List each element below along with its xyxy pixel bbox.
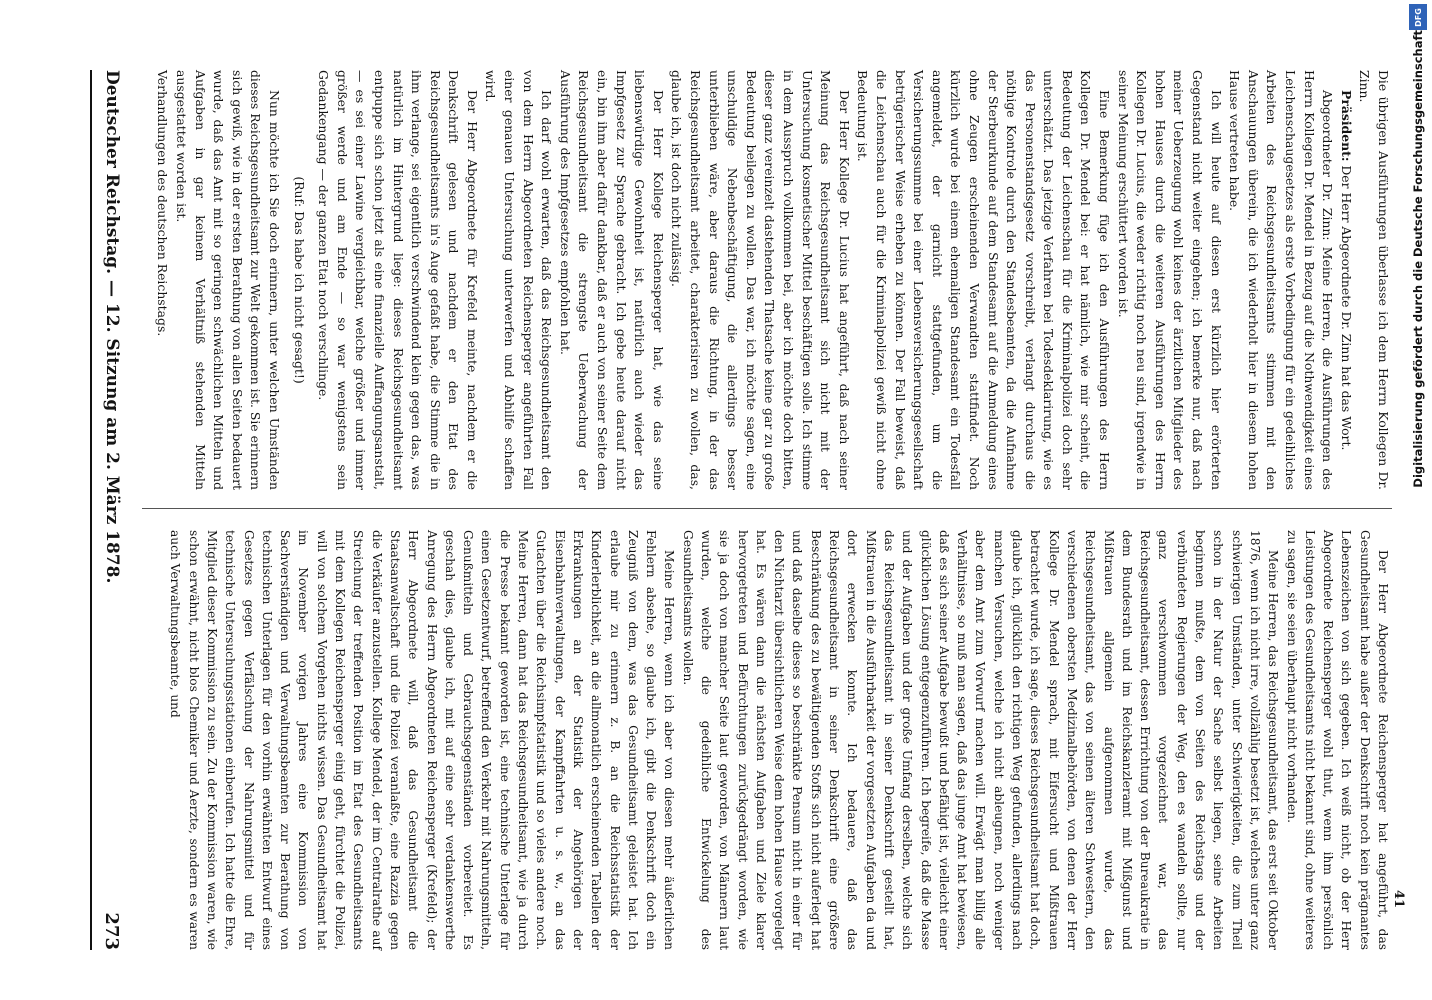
paragraph-text: Ich darf wohl erwarten, daß das Reichsgesundheitsamt den von dem Herrn Abgeordneten Reichensperger angeführten Fall einer genauen Untersuchung unterwerfen und Abhilfe schaffen wird.	[483, 70, 555, 490]
running-head: Deutscher Reichstag. — 12. Sitzung am 2. März 1878.	[102, 70, 122, 584]
paragraph	[1282, 530, 1392, 950]
digitization-credit-strip	[1404, 0, 1432, 1000]
paragraph-text: (Ruf: Das habe ich nicht gesagt!)	[291, 176, 307, 384]
paragraph-text: Die übrigen Ausführungen überlasse ich dem Herrn Kollegen Dr. Zinn.	[1357, 70, 1391, 490]
paragraph-text: Ich will heute auf diesen erst kürzlich hier erörterten Gegenstand nicht weiter eingehen; ich bemerke nur, daß nach meiner Ueberzeugung wohl keines der ärztlichen Mitglieder des hohen Hauses durch die weiteren Ausführungen des Herrn Kollegen Dr. Lucius, die weder richtig noch neu sind, irgendwie in seiner Meinung erschüttert worden ist.	[1115, 70, 1224, 490]
paragraph-text: Eine Bemerkung füge ich den Ausführungen des Herrn Kollegen Dr. Mendel bei: er hat nämlich, wie mir scheint, die Bedeutung der Leichenschau für die Kriminalpolizei doch sehr unterschätzt. Das jetzige Verfahren bei Todesdeklarirung, wie es das Personenstandsgesetz vorschreibt, verlangt durchaus die nöthige Kontrole durch den Standesbeamten, da die Aufnahme der Sterbeurkunde auf dem Standesamt auf die Anmeldung eines ohne Zeugen erscheinenden Verwandten stattfindet. Noch kürzlich wurde bei einem ehemaligen Standesamt ein Todesfall angemeldet, der garnicht stattgefunden, um die Versicherungssumme bei einer Lebensversicherungsgesellschaft betrügerischer Weise erheben zu können. Der Fall beweist, daß die Leichenschau auch für die Kriminalpolizei gewiß nicht ohne Bedeutung ist.	[855, 70, 1113, 490]
left-text-column	[142, 70, 1392, 490]
paragraph	[853, 70, 1113, 490]
paragraph-text: Nun möchte ich Sie doch erinnern, unter welchen Umständen dieses Reichsgesundheitsamt zur Welt gekommen ist. Sie erinnern sich gewiß, wie in der ersten Berathung von allen Seiten bedauert wurde, daß das Amt mit so geringen schwächlichen Mitteln und Aufgaben in gar keinem Verhältniß stehenden Mitteln ausgestattet worden ist.	[174, 70, 282, 490]
speaker-label: Präsident:	[1338, 90, 1354, 162]
paragraph	[481, 70, 555, 490]
page-number: 273	[101, 912, 123, 950]
paragraph-text: Der Herr Kollege Dr. Lucius hat angeführt, daß nach seiner Meinung das Reichsgesundheitsamt sich nicht mit der Untersuchung kosmetischer Mittel beschäftigen solle. Ich stimme in dem Ausspruch vollkommen bei, aber ich möchte doch bitten, dieser ganz vereinzelt dastehenden Thatsache keine gar zu große Bedeutung beilegen zu wollen. Das war, ich möchte sagen, eine unschuldige Nebenbeschäftigung, die allerdings besser unterblieben wäre, aber daraus die Richtung, in der das Reichsgesundheitsamt arbeitet, charakterisiren zu wollen, das, glaube ich, ist doch nicht zulässig.	[669, 70, 852, 490]
paragraph	[667, 70, 853, 490]
credit-text: Digitalisierung gefördert durch die Deutsche Forschungsgemeinschaft	[1411, 30, 1425, 488]
paragraph-text: Der Herr Kollege Reichensperger hat, wie das seine liebenswürdige Gewohnheit ist, natürlich auch wieder das Impfgesetz zur Sprache gebracht. Ich gebe heute darauf nicht ein, bin ihm aber dafür dankbar, daß er auch von seiner Seite dem Reichsgesundheitsamt die strengste Ueberwachung der Ausführung des Impfgesetzes empfohlen hat.	[557, 70, 666, 490]
paragraph	[1336, 70, 1355, 490]
paragraph	[166, 530, 678, 950]
paragraph	[1113, 70, 1225, 490]
dfg-logo	[1409, 4, 1427, 30]
dfg-logo-text: DFG	[1413, 7, 1423, 27]
right-text-column	[142, 530, 1392, 950]
paragraph	[1225, 70, 1337, 490]
paragraph	[555, 70, 667, 490]
signature-mark: 41	[1391, 890, 1406, 909]
page-header	[90, 70, 132, 950]
paragraph-text: Der Herr Abgeordnete für Krefeld meinte, nachdem er die Denkschrift gelesen und nachdem er den Etat des Reichsgesundheitsamts in's Auge gefaßt habe, die Stimme die in ihm verlange, sei eigentlich verschwindend klein gegen das, was natürlich im Hintergrund liege: dieses Reichsgesundheitsamt entpuppe sich schon jetzt als eine finanzielle Auffangungsanstalt, — es sei einer Lawine vergleichbar, welche größer und immer größer werde und am Ende — so war wenigstens sein Gedankengang — der ganzen Etat noch verschlinge.	[316, 70, 480, 490]
paragraph-text: Der Herr Abgeordnete Reichensperger hat angeführt, das Gesundheitsamt habe außer der Denkschrift noch kein prägnantes Lebenszeichen von sich gegeben. Ich weiß nicht, ob der Herr Abgeordnete Reichensperger wohl thut, wenn ihm persönlich Leistungen des Gesundheitsamts nicht bekannt sind, ohne weiteres zu sagen, sie seien überhaupt nicht vorhanden.	[1284, 530, 1390, 950]
paragraph-text: Meine Herren, wenn ich aber von diesen mehr äußerlichen Fehlern absehe, so glaube ich, gibt die Denkschrift doch ein Zeugniß von dem, was das Gesundheitsamt geleistet hat. Ich erlaube mir zu erinnern z. B. an die Reichsstatistik der Kinderlerblichkeit, an die allmonatlich erscheinenden Tabellen der Erkrankungen an der Statistik der Angehörigen der Eisenbahnverwaltungen, der Kampffahrten u. s. w., an das Gutachten über die Reichsimpfstatistik und so vieles andere noch. Meine Herren, dann hat das Reichsgesundheitsamt, wie ja durch die Presse bekannt geworden ist, eine technische Unterlage für einen Gesetzentwurf, betreffend den Verkehr mit Nahrungsmitteln, Genußmitteln und Gebrauchsgegenständen vorbereitet. Es geschah dies, glaube ich, mit auf eine sehr verdankenswerthe Anregung des Herrn Abgeordneten Reichensperger (Krefeld); der Herr Abgeordnete will, daß das Gesundheitsamt die Staatsanwaltschaft und die Polizei veranlaßte, eine Razzia gegen die Verkäufer anzustellen. Kollege Mendel, der im Centralrathe auf Streichung der treffenden Position im Etat des Gesundheitsamts mit dem Kollegen Reichensperger einig geht, fürchtet die Polizei, will von solchem Vorgehen nichts wissen. Das Gesundheitsamt hat im November vorigen Jahres eine Kommission von Sachverständigen und Verwaltungsbeamten zur Berathung von technischen Unterlagen für den vorhin erwähnten Entwurf eines Gesetzes gegen Verfälschung der Nahrungsmittel und für technische Untersuchungsstationen einberufen. Ich hatte die Ehre, Mitglied dieser Kommission zu sein. Zu der Kommission waren, wie schon erwähnt, nicht blos Chemiker und Aerzte, sondern es waren auch Verwaltungsbeamte, und	[168, 530, 677, 950]
paragraph	[289, 70, 308, 490]
paragraph-text: Meine Herren, das Reichsgesundheitsamt, das erst seit Oktober 1876, wenn ich nicht irre, vollzählig besetzt ist, welches unter ganz schwierigen Umständen, unter Schwierigkeiten, die zum Theil schon in der Natur der Sache selbst liegen, seine Arbeiten beginnen mußte, dem von Seiten des Reichstags und der verbündeten Regierungen der Weg, den es wandeln sollte, nur ganz verschwommen vorgezeichnet war, das Reichsgesundheitsamt, dessen Errichtung von der Bureaukratie in dem Bundesrath und im Reichskanzleramt mit Mißgunst und Mißtrauen allgemein aufgenommen wurde, das Reichsgesundheitsamt, das von seinen älteren Schwestern, den verschiedenen obersten Medizinalbehörden, von denen der Herr Kollege Dr. Mendel sprach, mit Eifersucht und Mißtrauen betrachtet wurde, ich sage, dieses Reichsgesundheitsamt hat doch, glaube ich, glücklich den richtigen Weg gefunden, allerdings nach manchen Versuchen, welche ich nicht ableugnen, noch weniger aber dem Amt zum Vorwurf machen will. Erwägt man billig alle Verhältnisse, so muß man sagen, daß das junge Amt hat bewiesen, daß es sich seiner Aufgabe bewußt und befähigt ist, vielleicht einer glücklichen Lösung entgegenzuführen. Ich begreife, daß die Masse und der Aufgaben und der große Umfang derselben, welche sich das Reichsgesundheitsamt in seiner Denkschrift gestellt hat, Mißtrauen in die Ausführbarkeit der vorgesetzten Aufgaben da und dort erwecken konnte. Ich bedauere, daß das Reichsgesundheitsamt in seiner Denkschrift eine größere Beschränkung des zu bewältigenden Stoffs sich nicht auferlegt hat und daß daselbe dieses so beschränkte Pensum nicht in einer für den Nichtarzt übersichtlicheren Weise dem hohen Hause vorgelegt hat. Es wären dann die nächsten Aufgaben und Ziele klarer hervorgetreten und Befürchtungen zurückgedrängt worden, wie sie ja doch von mancher Seite laut geworden, von Männern laut wurden, welche die gedeihliche Entwickelung des Gesundheitsamts wollen.	[680, 530, 1281, 950]
paragraph-text: Abgeordneter Dr. Zinn: Meine Herren, die Ausführungen des Herrn Kollegen Dr. Mendel in Bezug auf die Nothwendigkeit eines Leichenschaugesetzes als erste Vorbedingung für ein gedeihliches Arbeiten des Reichsgesundheitsamts stimmen mit den Anschauungen überein, die ich wiederholt hier in diesem hohen Hause vertreten habe.	[1227, 70, 1336, 490]
paragraph	[153, 70, 172, 490]
column-divider	[142, 508, 1392, 509]
paragraph	[678, 530, 1282, 950]
paragraph	[314, 70, 481, 490]
paragraph	[1355, 70, 1392, 490]
paragraph-text: Der Herr Abgeordnete Dr. Zinn hat das Wort.	[1338, 165, 1354, 451]
paragraph-text: Verhandlungen des deutschen Reichstags.	[155, 70, 171, 337]
paragraph	[171, 70, 283, 490]
